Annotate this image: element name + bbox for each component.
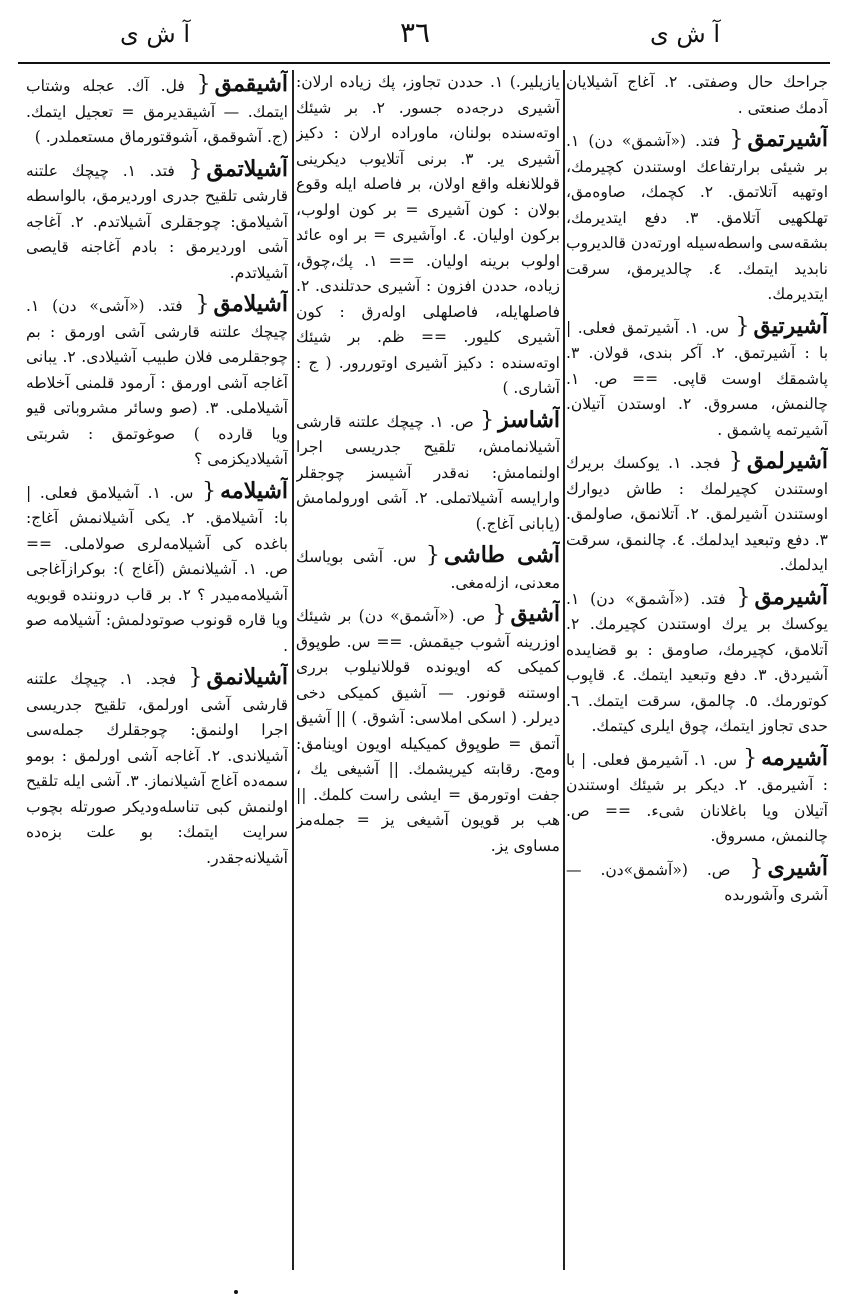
brace-glyph: { <box>196 72 211 97</box>
headword: آشیلامه <box>220 477 288 504</box>
entry-text: فجد. ١. چيچك علتنه قارشى آشى اورلمق، تلقيح جدريسى اجرا اولنمق: چوجقلرك جملەسى آشیلاندى. ٢. آغاجه آشى اورلمق : بومو سمەدە آغاج آشيلانماز. ٣. آشى ايله تلقيح اولنمش كبى تناسلەوديكر صورتله بچوب سرايت ایتمك: بو علت بزەدە آشیلانەجقدر. <box>26 670 288 867</box>
entry <box>26 477 288 660</box>
headword: آشیلاتمق <box>206 155 288 182</box>
brace-glyph: { <box>736 584 751 610</box>
entry-text: س. آشى بوياسك معدنى، ازلەمغى. <box>296 548 560 592</box>
brace-glyph: { <box>425 543 440 568</box>
header-right-running-title: آ ش ى <box>650 20 721 48</box>
headword: آشاسز <box>498 406 560 433</box>
entry-text: س. ١. آشیرمق فعلى. | با : آشیرمق. ٢. ديكر بر شيئك اوستندن آتيلان ويا باغلانان شىء. == ص. چالنمش، مسروق. <box>566 750 828 845</box>
entry-text: فتد. ١. چيچك علتنه قارشى تلقيح جدرى اورديرمق، بالواسطه آشیلامق: چوجقلرى آشيلاتدم. ٢. آغاجه آشى اورديرمق : بادم آغاجنه قايصى آشيلاتدم. <box>26 161 288 282</box>
footer-dot <box>234 1290 238 1294</box>
column-left <box>26 70 288 1270</box>
headword: آشیرلمق <box>746 448 828 474</box>
headword: آشی طاشی <box>443 542 560 568</box>
column-divider-right <box>563 70 565 1270</box>
entry-text: جراحك حال وصفتى. ٢. آغاج آشیلايان آدمك صنعتى . <box>566 73 828 117</box>
entry <box>296 70 560 402</box>
entry <box>296 541 560 596</box>
entry <box>566 70 828 121</box>
brace-glyph: { <box>492 602 507 627</box>
column-right <box>566 70 828 1270</box>
header-left-running-title: آ ش ى <box>120 20 191 48</box>
headword: آشیق <box>510 601 560 627</box>
entry-text: ص. («آشمق»دن. — آشرى وآشورىده <box>566 860 828 904</box>
entry-text: فتد. («آشى» دن) ١. چيچك علتنه قارشى آشى اورمق : بم چوجقلرمى فلان طبيب آشيلادى. ٢. يبانى آغاجه آشى اورمق : آرمود قلمنى آخلاطه آشیلاملى. ٣. (صو وسائر مشروباتى قيو ويا قارده ) صوغوتمق : شربتى آشيلاديكزمى ؟ <box>26 297 288 468</box>
brace-glyph: { <box>735 313 750 339</box>
headword: آشیرى <box>767 854 828 881</box>
header-rule <box>18 62 830 64</box>
headword: آشیلامق <box>213 291 288 317</box>
entry-text: فتد. («آشمق» دن) ١. يوكسك بر يرك اوستندن كچیرمك. ٢. آتلامق، كچیرمك، صاومق : بو قضايىده آشیردق. ٣. دفع وتبعيد ایتمك. ٤. قاپوب كوتورمك. ٥. چالمق، سرقت ایتمك. ٦. حدى تجاوز ایتمك، چوق ايلرى كيتمك. <box>566 589 828 735</box>
headword: آشیرتمق <box>747 126 828 152</box>
brace-glyph: { <box>188 156 203 182</box>
headword: آشیقمق <box>214 71 288 97</box>
page-number: ٣٦ <box>400 16 431 49</box>
entry-text: س. ١. آشیلامق فعلى. | با: آشيلامق. ٢. يكى آشيلانمش آغاج: باغده كى آشيلامەلرى صولاملى. == ص. ١. آشيلانمش (آغاج ): بوكرازآغاجى آشيلامەميدر ؟ ٢. بر قاب درونندە قوبويه ويا قاره قونوب صوتودلمش: آشیلامه صو . <box>26 483 288 655</box>
entry <box>566 312 828 444</box>
entry-text: ص. («آشمق» دن) بر شيئك اوزرينه آشوب جيقمش. == س. طوپوق كميكى كه اويونده قوللانيلوب بررى اوستنه قونور. — آشیق كميكى دخى ديرلر. ( اسكى املاسى: آشوق. ) || آشیق آتمق = طوپوق كميكيله اويون اوينامق: ومج. رقابته كيريشمك. || آشیغى يك ، جفت اوتورمق = ايشى راست كلمك. || هب بر قويون آشیغى يز = جملەمز مساوى يز. <box>296 607 560 855</box>
entry <box>566 744 828 850</box>
brace-glyph: { <box>728 449 743 474</box>
entry-text: ص. ١. چيچك علتنه قارشى آشیلانمامش، تلقيح جدريسى اجرا اولنمامش: نەقدر آشیسز چوجقلر وارايسه آشيلاتملى. ٢. آشى اورولمامش (يابانى آغاج.) <box>296 412 560 533</box>
brace-glyph: { <box>743 745 758 771</box>
entry <box>26 290 288 473</box>
column-middle <box>296 70 560 1270</box>
entry <box>26 663 288 871</box>
headword: آشیرمه <box>761 744 828 771</box>
entry <box>566 447 828 579</box>
entry-text: فجد. ١. يوكسك بريرك اوستندن كچیرلمك : طاش ديوارك اوستندن آشیرلمق. ٢. آتلانمق، صاولمق. ٣. دفع وتبعيد ايدلمك. ٤. چالنمق، سرقت ايدلمك. <box>566 454 828 574</box>
entry <box>296 406 560 538</box>
entry-text: يازيلير.) ١. حددن تجاوز، پك زياده ارلان: آشیرى درجەده جسور. ٢. بر شیئك اوتەسندە بولنان، ماوراده ارلان : دكيز آشیرى ير. ٣. برنى آتلايوب ديكرينى قوللانغله واقع اولان، بر فاصله ايله وقوع بولان : كون آشیرى = بر كون اولوب، بركون اوليان. ٤. اوآشيرى = بر اوه عائد اولوب برينه اوليان. == ١. پك،چوق، زياده، حددن افزون : آشیرى حدتلندى. ٢. فاصلهايله، فاصلهلى اولەرق : كون آشیرى كليور. == ظم. بر شيئك اوتەسندە : دكيز آشیرى اوتوررور. ( ج : آشارى. ) <box>296 73 560 397</box>
entry <box>296 600 560 859</box>
brace-glyph: { <box>195 292 210 317</box>
entry-text: س. ١. آشیرتمق فعلى. | با : آشیرتمق. ٢. آكر بندى، قولان. ٣. پاشمقك اوست قاپى. == ص. ١. چالنمش، مسروق. ٢. اوستدن آتيلان. آشیرتمه پاشمق . <box>566 318 828 439</box>
brace-glyph: { <box>729 127 744 152</box>
entry <box>566 125 828 308</box>
headword: آشیلانمق <box>206 664 288 690</box>
entry <box>26 155 288 287</box>
headword: آشیرمق <box>754 583 828 610</box>
brace-glyph: { <box>188 665 203 690</box>
entry-text: فتد. («آشمق» دن) ١. بر شیئى برارتفاعك اوستندن كچیرمك، اوتهیه آتلاتمق. ٢. كچمك، صاوەمق، تهلكهیى آتلامق. ٣. دفع ایتدیرمك، بشقەسى واسطەسيله اورتەدن قالديروب نابديد ایتمك. ٤. چالدیرمق، سرقت ایتدیرمك. <box>566 132 828 303</box>
brace-glyph: { <box>480 407 495 433</box>
column-divider-left <box>292 70 294 1270</box>
entry <box>26 70 288 151</box>
entry <box>566 854 828 909</box>
entry <box>566 583 828 740</box>
brace-glyph: { <box>749 855 764 881</box>
headword: آشیرتیق <box>753 312 828 339</box>
page-header <box>0 0 848 66</box>
brace-glyph: { <box>202 478 217 504</box>
entry-text: فل. آك. عجله وشتاب ایتمك. — آشيقديرمق = تعجيل ایتمك. (ج. آشوقمق، آشوقتورماق مستعملدر. ) <box>26 77 288 146</box>
